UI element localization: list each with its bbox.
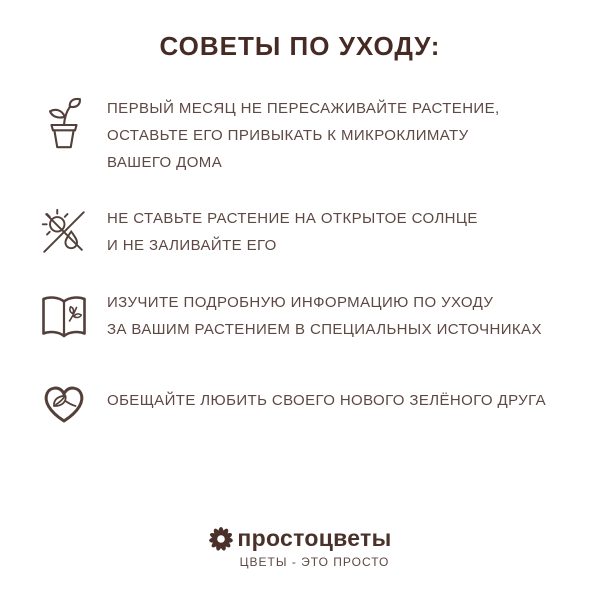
care-book-icon	[36, 288, 92, 344]
tip-line: ПЕРВЫЙ МЕСЯЦ НЕ ПЕРЕСАЖИВАЙТЕ РАСТЕНИЕ,	[107, 100, 500, 117]
potted-plant-icon	[36, 97, 92, 153]
brand-tagline: ЦВЕТЫ - ЭТО ПРОСТО	[239, 555, 390, 569]
tip-line: НЕ СТАВЬТЕ РАСТЕНИЕ НА ОТКРЫТОЕ СОЛНЦЕ	[107, 210, 478, 227]
page-title: СОВЕТЫ ПО УХОДУ:	[159, 31, 441, 61]
no-sun-no-overwatering-icon	[36, 204, 92, 260]
tip-text	[107, 95, 500, 176]
tip-row-information	[36, 288, 580, 344]
tip-text	[107, 387, 546, 414]
tip-row-repotting	[36, 95, 580, 176]
tips-list	[0, 95, 600, 428]
brand-name: простоцветы	[237, 525, 392, 551]
tip-line: ЗА ВАШИМ РАСТЕНИЕМ В СПЕЦИАЛЬНЫХ ИСТОЧНИКАХ	[107, 321, 542, 338]
tip-row-sun-water	[36, 204, 580, 260]
tip-line: ОБЕЩАЙТЕ ЛЮБИТЬ СВОЕГО НОВОГО ЗЕЛЁНОГО ДРУГА	[107, 391, 547, 409]
tip-line: ОСТАВЬТЕ ЕГО ПРИВЫКАТЬ К МИКРОКЛИМАТУ	[107, 127, 469, 144]
tip-text	[107, 205, 478, 259]
brand-logo	[208, 525, 391, 552]
tip-line: ВАШЕГО ДОМА	[107, 154, 223, 171]
heart-leaf-icon	[36, 372, 92, 428]
tip-text	[107, 289, 542, 343]
tip-line: И НЕ ЗАЛИВАЙТЕ ЕГО	[107, 237, 277, 254]
brand-footer	[0, 525, 600, 569]
tip-row-love	[36, 372, 580, 428]
tip-line: ИЗУЧИТЕ ПОДРОБНУЮ ИНФОРМАЦИЮ ПО УХОДУ	[107, 294, 494, 311]
flower-icon	[208, 526, 234, 552]
